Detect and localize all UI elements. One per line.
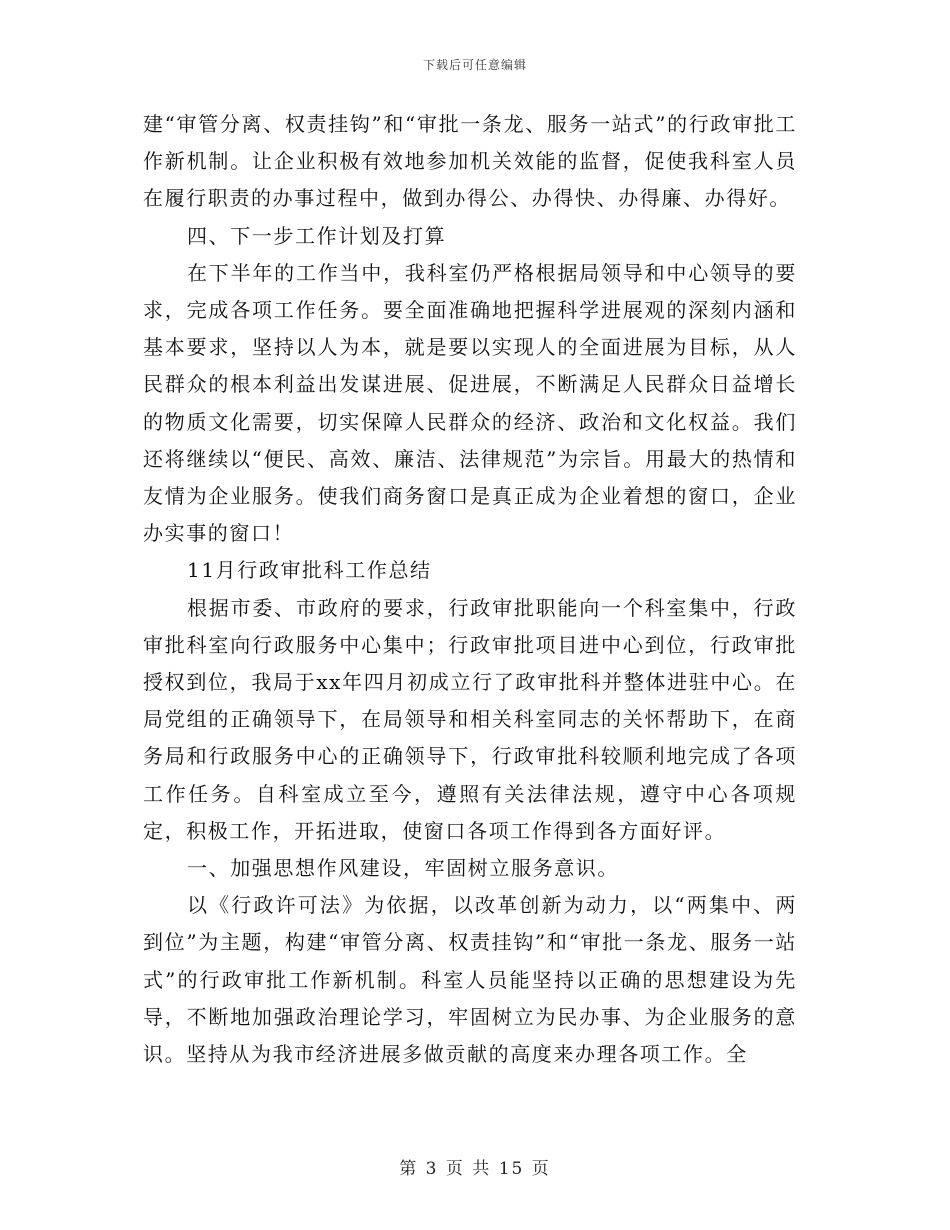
section-heading-ideology: 一、加强思想作风建设，牢固树立服务意识。 (187, 856, 619, 881)
document-body (143, 106, 797, 1073)
document-title-november-summary: 11月行政审批科工作总结 (187, 558, 432, 583)
section-heading-next-steps: 四、下一步工作计划及打算 (187, 223, 447, 248)
paragraph-plan: 在下半年的工作当中，我科室仍严格根据局领导和中心领导的要求，完成各项工作任务。要全面准确地把握科学进展观的深刻内涵和基本要求，坚持以人为本，就是要以实现人的全面进展为目标，从人民群众的根本利益出发谋进展、促进展，不断满足人民群众日益增长的物质文化需要，切实保障人民群众的经济、政治和文化权益。我们还将继续以“便民、高效、廉洁、法律规范”为宗旨。用最大的热情和友情为企业服务。使我们商务窗口是真正成为企业着想的窗口，企业办实事的窗口！ (143, 260, 797, 546)
paragraph-continuation: 建“审管分离、权责挂钩”和“审批一条龙、服务一站式”的行政审批工作新机制。让企业积极有效地参加机关效能的监督，促使我科室人员在履行职责的办事过程中，做到办得公、办得快、办得廉、办得好。 (143, 112, 797, 211)
paragraph-intro: 根据市委、市政府的要求，行政审批职能向一个科室集中，行政审批科室向行政服务中心集中；行政审批项目进中心到位，行政审批授权到位，我局于xx年四月初成立行了政审批科并整体进驻中心。在局党组的正确领导下，在局领导和相关科室同志的关怀帮助下，在商务局和行政服务中心的正确领导下，行政审批科较顺利地完成了各项工作任务。自科室成立至今，遵照有关法律法规，遵守中心各项规定，积极工作，开拓进取，使窗口各项工作得到各方面好评。 (143, 595, 797, 843)
paragraph-ideology: 以《行政许可法》为依据，以改革创新为动力，以“两集中、两到位”为主题，构建“审管分离、权责挂钩”和“审批一条龙、服务一站式”的行政审批工作新机制。科室人员能坚持以正确的思想建设为先导，不断地加强政治理论学习，牢固树立为民办事、为企业服务的意识。坚持从为我市经济进展多做贡献的高度来办理各项工作。全 (143, 893, 797, 1067)
page-number: 第 3 页 共 15 页 (399, 1159, 551, 1179)
page-header-note: 下载后可任意编辑 (422, 58, 527, 72)
